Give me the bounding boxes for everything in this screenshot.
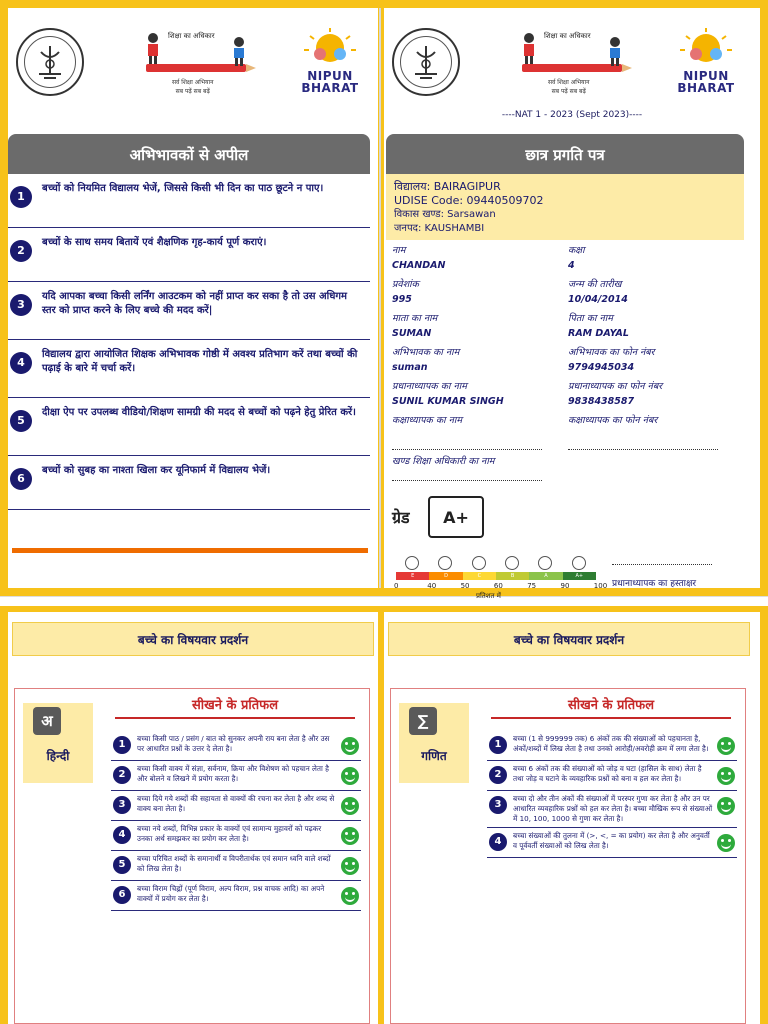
subject-name: हिन्दी <box>46 749 70 763</box>
outcome-text: बच्चा नये शब्दों, विभिन्न प्रकार के वाक्यों एवं सामान्य मुहावरों को पढ़कर उनका अर्थ समझकर का प्रयोग कर लेता है। <box>137 824 322 843</box>
field-values <box>392 395 742 412</box>
beo-name-blank <box>392 480 542 481</box>
smiley-icon <box>341 857 359 875</box>
face-icon <box>438 556 452 570</box>
field-right: कक्षाध्यापक का फोन नंबर <box>568 415 658 426</box>
smiley-icon <box>341 737 359 755</box>
outcome-text: बच्चा किसी वाक्य में संज्ञा, सर्वनाम, क्रिया और विशेषण को पहचान लेता है और बोलने व लिखने में प्रयोग करता है। <box>137 764 329 783</box>
field-left: प्रवेशांक <box>392 279 419 290</box>
letter-a-icon: अ <box>33 707 61 735</box>
outcome-number: 5 <box>113 856 131 874</box>
scale-tick: 50 <box>460 582 470 590</box>
up-government-seal-icon <box>16 28 84 96</box>
subject-name: गणित <box>421 749 447 763</box>
fold-line <box>379 8 381 588</box>
outcome-number: 1 <box>489 736 507 754</box>
shiksha-caption: शिक्षा का अधिकार <box>168 32 215 40</box>
outcome-title: सीखने के प्रतिफल <box>567 698 655 713</box>
field-left: अभिभावक का नाम <box>392 347 460 358</box>
appeal-item <box>8 398 370 456</box>
outcome-number: 3 <box>489 796 507 814</box>
hindi-box <box>14 688 370 1024</box>
exam-title: ----NAT 1 - 2023 (Sept 2023)---- <box>501 110 643 120</box>
outcome-text: बच्चा संख्याओं की तुलना में (>, <, = का प्रयोग) कर लेता है और अनुवर्ती व पूर्ववर्ती संख्याओं को लिख लेता है। <box>513 831 710 850</box>
scale-tick: 100 <box>593 582 608 590</box>
outcome-number: 4 <box>113 826 131 844</box>
hindi-panel <box>8 612 378 1024</box>
class-teacher-phone-blank <box>568 449 718 450</box>
outcome-item <box>111 731 361 761</box>
school-info <box>386 174 744 240</box>
field-right: 10/04/2014 <box>568 294 628 305</box>
item-number: 4 <box>10 352 32 374</box>
sarva-shiksha-logo <box>138 28 258 108</box>
appeal-panel <box>8 8 378 588</box>
outcome-text: बच्चा किसी पाठ / प्रसंग / बात को सुनकर अपनी राय बना लेता है और उस पर आधारित प्रश्नों के उत्तर दे लेता है। <box>137 734 330 753</box>
field-right: प्रधानाध्यापक का फोन नंबर <box>568 381 663 392</box>
appeal-item <box>8 282 370 340</box>
field-left: suman <box>392 362 428 373</box>
field-labels <box>392 276 742 293</box>
field-left: नाम <box>392 245 406 256</box>
appeal-title: अभिभावकों से अपील <box>8 134 370 174</box>
outcome-number: 2 <box>489 766 507 784</box>
grade-band: B <box>496 572 529 580</box>
nipun-wordmark: NIPUN BHARAT <box>301 69 359 95</box>
smiley-icon <box>717 737 735 755</box>
shiksha-subtitle: सर्व शिक्षा अभियान सब पढ़ें सब बढ़ें <box>172 79 214 95</box>
smiley-icon <box>717 797 735 815</box>
grade-band: E <box>396 572 429 580</box>
outcome-item <box>111 791 361 821</box>
item-number: 3 <box>10 294 32 316</box>
scale-caption: प्रतिशत में <box>476 592 501 600</box>
outcome-text: बच्चा परिचित शब्दों के समानार्थी व विपरीतार्थक एवं समान ध्वनि वाले शब्दों को लिख लेता है। <box>137 854 331 873</box>
appeal-text: दीक्षा ऐप पर उपलब्ध वीडियो/शिक्षण सामग्री की मदद से बच्चों को पढ़ने हेतु प्रेरित करें। <box>42 407 356 418</box>
field-labels <box>392 344 742 361</box>
field-right: 4 <box>568 260 575 271</box>
smiley-icon <box>717 767 735 785</box>
smiley-icon <box>341 887 359 905</box>
appeal-item <box>8 340 370 398</box>
student-fields <box>392 242 742 429</box>
outcome-item <box>487 731 737 761</box>
grade-band: C <box>463 572 496 580</box>
grade-band: A <box>529 572 562 580</box>
outcome-item <box>111 851 361 881</box>
outcome-underline <box>115 717 355 719</box>
field-values <box>392 361 742 378</box>
appeal-item <box>8 456 370 510</box>
appeal-text: बच्चों के साथ समय बितायें एवं शैक्षणिक गृह-कार्य पूर्ण कराएं। <box>42 237 267 248</box>
field-values <box>392 293 742 310</box>
grade-band: D <box>429 572 462 580</box>
report-title: छात्र प्रगति पत्र <box>386 134 744 174</box>
nipun-bharat-logo <box>646 24 750 110</box>
field-right: पिता का नाम <box>568 313 613 324</box>
smiley-icon <box>341 827 359 845</box>
field-right: RAM DAYAL <box>568 328 629 339</box>
shiksha-subtitle: सर्व शिक्षा अभियान सब पढ़ें सब बढ़ें <box>548 79 590 95</box>
item-number: 1 <box>10 186 32 208</box>
outcome-item <box>487 828 737 858</box>
smiley-icon <box>341 767 359 785</box>
outcome-text: बच्चा (1 से 999999 तक) 6 अंकों तक की संख्याओं को पहचानता है, अंकों/शब्दों में लिख लेता है तथा उनको आरोही/अवरोही क्रम में लगा लेता है। <box>513 734 709 753</box>
face-icon <box>538 556 552 570</box>
appeal-text: यदि आपका बच्चा किसी लर्निंग आउटकम को नहीं प्राप्त कर सका है तो उस अधिगम स्तर को प्राप्त करने के लिए बच्चे की मदद करें| <box>42 291 348 316</box>
math-panel <box>384 612 760 1024</box>
appeal-text: बच्चों को नियमित विद्यालय भेजें, जिससे किसी भी दिन का पाठ छूटने न पाए। <box>42 183 324 194</box>
field-right: 9794945034 <box>568 362 635 373</box>
item-number: 5 <box>10 410 32 432</box>
field-labels <box>392 242 742 259</box>
smiley-icon <box>717 834 735 852</box>
field-right: अभिभावक का फोन नंबर <box>568 347 655 358</box>
scale-tick: 0 <box>394 582 399 590</box>
signature-label: प्रधानाध्यापक का हस्ताक्षर <box>612 579 697 589</box>
appeal-item <box>8 228 370 282</box>
class-teacher-name-blank <box>392 449 542 450</box>
outcome-list <box>487 731 737 858</box>
field-right: जन्म की तारीख <box>568 279 622 290</box>
udise-code: UDISE Code: 09440509702 <box>394 194 544 207</box>
outcome-item <box>111 881 361 911</box>
field-right: कक्षा <box>568 245 585 256</box>
appeal-text: विद्यालय द्वारा आयोजित शिक्षक अभिभावक गोष्ठी में अवश्य प्रतिभाग करें तथा बच्चों की पढ़ाई के बारे में चर्चा करें। <box>42 349 358 374</box>
district-name: जनपद: KAUSHAMBI <box>394 223 485 234</box>
field-labels <box>392 378 742 395</box>
outcome-number: 6 <box>113 886 131 904</box>
grade-band: A+ <box>563 572 596 580</box>
appeal-item <box>8 174 370 228</box>
outcome-item <box>487 761 737 791</box>
scale-tick: 40 <box>427 582 437 590</box>
face-icon <box>472 556 486 570</box>
outcome-number: 3 <box>113 796 131 814</box>
field-labels <box>392 310 742 327</box>
math-box <box>390 688 746 1024</box>
appeal-list <box>8 174 370 510</box>
block-name: विकास खण्ड: Sarsawan <box>394 209 496 220</box>
field-values <box>392 327 742 344</box>
outcome-text: बच्चा विराम चिह्नों (पूर्ण विराम, अल्प विराम, प्रश्न वाचक आदि) का अपने वाक्यों में प्रयोग कर लेता है। <box>137 884 325 903</box>
outcome-list <box>111 731 361 911</box>
logo-row <box>8 22 378 112</box>
scale-tick: 60 <box>493 582 503 590</box>
orange-divider <box>12 548 368 553</box>
math-symbols-icon: ∑ <box>409 707 437 735</box>
nipun-wordmark: NIPUN BHARAT <box>677 69 735 95</box>
field-left: 995 <box>392 294 412 305</box>
up-government-seal-icon <box>392 28 460 96</box>
field-left: माता का नाम <box>392 313 438 324</box>
outcome-title: सीखने के प्रतिफल <box>191 698 279 713</box>
field-left: CHANDAN <box>392 260 446 271</box>
outcome-item <box>111 761 361 791</box>
outcome-text: बच्चा 6 अंकों तक की संख्याओं को जोड़ व घटा (हासिल के साथ) लेता है तथा जोड़ व घटाने के व्यवहारिक प्रश्नों को बना व हल कर लेता है। <box>513 764 702 783</box>
beo-name-label: खण्ड शिक्षा अधिकारी का नाम <box>392 456 495 467</box>
face-icon <box>405 556 419 570</box>
field-left: SUMAN <box>392 328 432 339</box>
item-number: 6 <box>10 468 32 490</box>
field-values <box>392 259 742 276</box>
scale-tick: 90 <box>560 582 570 590</box>
section-title: बच्चे का विषयवार प्रदर्शन <box>388 622 750 656</box>
grade-label: ग्रेड <box>392 508 410 527</box>
scale-tick: 75 <box>527 582 537 590</box>
logo-row <box>384 22 760 112</box>
field-right: 9838438587 <box>568 396 635 407</box>
outcome-text: बच्चा दिये गये शब्दों की सहायता से वाक्यों की रचना कर लेता है और शब्द से वाक्य बना लेता है। <box>137 794 335 813</box>
outcome-text: बच्चा दो और तीन अंकों की संख्याओं में परस्पर गुणा कर लेता है और उन पर आधारित व्यवहारिक प्रश्नों को हल कर लेता है। बच्चा मौखिक रूप से संख्याओं में 10, 100, 1000 से गुणा कर लेता है। <box>513 794 713 823</box>
grade-value: A+ <box>428 496 484 538</box>
outcome-number: 1 <box>113 736 131 754</box>
report-panel <box>384 8 760 600</box>
subject-tag <box>23 703 93 783</box>
outcome-item <box>111 821 361 851</box>
field-left: SUNIL KUMAR SINGH <box>392 396 504 407</box>
outcome-number: 4 <box>489 833 507 851</box>
subject-tag <box>399 703 469 783</box>
outcome-item <box>487 791 737 828</box>
appeal-text: बच्चों को सुबह का नाश्ता खिला कर यूनिफार्म में विद्यालय भेजें। <box>42 465 271 476</box>
sarva-shiksha-logo <box>514 28 634 108</box>
item-number: 2 <box>10 240 32 262</box>
signature-blank <box>612 564 712 565</box>
field-left: प्रधानाध्यापक का नाम <box>392 381 467 392</box>
smiley-icon <box>341 797 359 815</box>
sheet-gap <box>0 596 768 606</box>
outcome-number: 2 <box>113 766 131 784</box>
nipun-bharat-logo <box>270 24 374 110</box>
face-icon <box>505 556 519 570</box>
section-title: बच्चे का विषयवार प्रदर्शन <box>12 622 374 656</box>
shiksha-caption: शिक्षा का अधिकार <box>544 32 591 40</box>
outcome-underline <box>491 717 731 719</box>
field-left: कक्षाध्यापक का नाम <box>392 415 463 426</box>
field-labels <box>392 412 742 429</box>
school-name: विद्यालय: BAIRAGIPUR <box>394 180 501 193</box>
face-icon <box>572 556 586 570</box>
